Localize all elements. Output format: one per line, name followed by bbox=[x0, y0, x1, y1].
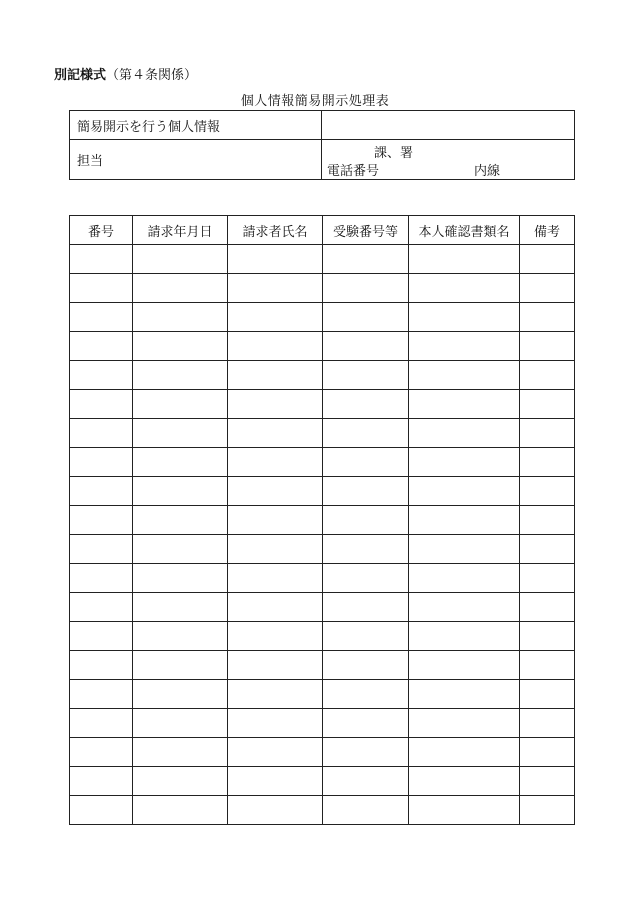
requester-name-cell[interactable] bbox=[228, 767, 323, 796]
remarks-cell[interactable] bbox=[520, 419, 575, 448]
exam-number-cell[interactable] bbox=[323, 419, 409, 448]
table-row bbox=[70, 535, 575, 564]
id-document-cell[interactable] bbox=[409, 506, 520, 535]
info-value-cell[interactable] bbox=[322, 111, 575, 140]
request-date-cell[interactable] bbox=[133, 332, 228, 361]
number-cell[interactable] bbox=[70, 506, 133, 535]
request-date-cell[interactable] bbox=[133, 477, 228, 506]
table-row bbox=[70, 303, 575, 332]
number-cell[interactable] bbox=[70, 332, 133, 361]
id-document-cell[interactable] bbox=[409, 709, 520, 738]
id-document-cell[interactable] bbox=[409, 477, 520, 506]
request-date-cell[interactable] bbox=[133, 245, 228, 274]
exam-number-cell[interactable] bbox=[323, 274, 409, 303]
request-date-cell[interactable] bbox=[133, 767, 228, 796]
exam-number-cell[interactable] bbox=[323, 448, 409, 477]
exam-number-cell[interactable] bbox=[323, 506, 409, 535]
number-cell[interactable] bbox=[70, 274, 133, 303]
id-document-cell[interactable] bbox=[409, 448, 520, 477]
requester-name-cell[interactable] bbox=[228, 680, 323, 709]
remarks-cell[interactable] bbox=[520, 680, 575, 709]
dept-suffix-label: 課、署 bbox=[374, 146, 414, 161]
number-cell[interactable] bbox=[70, 361, 133, 390]
number-cell[interactable] bbox=[70, 738, 133, 767]
table-row bbox=[70, 738, 575, 767]
requester-name-cell[interactable] bbox=[228, 390, 323, 419]
request-date-cell[interactable] bbox=[133, 651, 228, 680]
table-row bbox=[70, 709, 575, 738]
request-date-cell[interactable] bbox=[133, 390, 228, 419]
requester-name-cell[interactable] bbox=[228, 506, 323, 535]
header-id-document: 本人確認書類名 bbox=[409, 216, 520, 245]
request-date-cell[interactable] bbox=[133, 448, 228, 477]
log-table bbox=[69, 215, 575, 825]
department-cell[interactable] bbox=[322, 140, 575, 180]
form-style-label: 別記様式 bbox=[54, 68, 107, 83]
exam-number-cell[interactable] bbox=[323, 564, 409, 593]
exam-number-cell[interactable] bbox=[323, 535, 409, 564]
remarks-cell[interactable] bbox=[520, 477, 575, 506]
info-table bbox=[69, 110, 575, 180]
exam-number-cell[interactable] bbox=[323, 593, 409, 622]
number-cell[interactable] bbox=[70, 709, 133, 738]
remarks-cell[interactable] bbox=[520, 274, 575, 303]
request-date-cell[interactable] bbox=[133, 274, 228, 303]
number-cell[interactable] bbox=[70, 245, 133, 274]
request-date-cell[interactable] bbox=[133, 680, 228, 709]
remarks-cell[interactable] bbox=[520, 332, 575, 361]
table-row bbox=[70, 419, 575, 448]
number-cell[interactable] bbox=[70, 477, 133, 506]
exam-number-cell[interactable] bbox=[323, 796, 409, 825]
form-heading bbox=[54, 64, 197, 83]
table-row bbox=[70, 622, 575, 651]
remarks-cell[interactable] bbox=[520, 796, 575, 825]
exam-number-cell[interactable] bbox=[323, 709, 409, 738]
requester-name-cell[interactable] bbox=[228, 796, 323, 825]
id-document-cell[interactable] bbox=[409, 245, 520, 274]
table-row bbox=[70, 593, 575, 622]
request-date-cell[interactable] bbox=[133, 419, 228, 448]
request-date-cell[interactable] bbox=[133, 303, 228, 332]
remarks-cell[interactable] bbox=[520, 593, 575, 622]
remarks-cell[interactable] bbox=[520, 564, 575, 593]
id-document-cell[interactable] bbox=[409, 593, 520, 622]
number-cell[interactable] bbox=[70, 390, 133, 419]
table-row bbox=[70, 361, 575, 390]
id-document-cell[interactable] bbox=[409, 767, 520, 796]
table-row bbox=[70, 506, 575, 535]
request-date-cell[interactable] bbox=[133, 535, 228, 564]
remarks-cell[interactable] bbox=[520, 709, 575, 738]
id-document-cell[interactable] bbox=[409, 332, 520, 361]
number-cell[interactable] bbox=[70, 419, 133, 448]
phone-label: 電話番号 bbox=[327, 164, 380, 179]
request-date-cell[interactable] bbox=[133, 796, 228, 825]
remarks-cell[interactable] bbox=[520, 506, 575, 535]
header-number: 番号 bbox=[70, 216, 133, 245]
requester-name-cell[interactable] bbox=[228, 738, 323, 767]
number-cell[interactable] bbox=[70, 622, 133, 651]
table-row bbox=[70, 274, 575, 303]
request-date-cell[interactable] bbox=[133, 506, 228, 535]
number-cell[interactable] bbox=[70, 796, 133, 825]
exam-number-cell[interactable] bbox=[323, 680, 409, 709]
number-cell[interactable] bbox=[70, 564, 133, 593]
table-row bbox=[70, 796, 575, 825]
log-header-row bbox=[70, 216, 575, 245]
exam-number-cell[interactable] bbox=[323, 477, 409, 506]
remarks-cell[interactable] bbox=[520, 767, 575, 796]
id-document-cell[interactable] bbox=[409, 390, 520, 419]
id-document-cell[interactable] bbox=[409, 622, 520, 651]
id-document-cell[interactable] bbox=[409, 651, 520, 680]
form-article-ref: （第４条関係） bbox=[106, 68, 198, 83]
exam-number-cell[interactable] bbox=[323, 332, 409, 361]
exam-number-cell[interactable] bbox=[323, 361, 409, 390]
requester-name-cell[interactable] bbox=[228, 564, 323, 593]
request-date-cell[interactable] bbox=[133, 738, 228, 767]
page-title: 個人情報簡易開示処理表 bbox=[240, 94, 390, 109]
number-cell[interactable] bbox=[70, 448, 133, 477]
info-label-cell: 簡易開示を行う個人情報 bbox=[70, 111, 322, 140]
table-row bbox=[70, 448, 575, 477]
person-label-cell: 担当 bbox=[70, 140, 322, 180]
exam-number-cell[interactable] bbox=[323, 767, 409, 796]
extension-label: 内線 bbox=[474, 164, 501, 179]
header-remarks: 備考 bbox=[520, 216, 575, 245]
remarks-cell[interactable] bbox=[520, 738, 575, 767]
number-cell[interactable] bbox=[70, 303, 133, 332]
requester-name-cell[interactable] bbox=[228, 245, 323, 274]
request-date-cell[interactable] bbox=[133, 709, 228, 738]
header-exam-number: 受験番号等 bbox=[323, 216, 409, 245]
exam-number-cell[interactable] bbox=[323, 303, 409, 332]
table-row bbox=[70, 245, 575, 274]
requester-name-cell[interactable] bbox=[228, 477, 323, 506]
number-cell[interactable] bbox=[70, 767, 133, 796]
number-cell[interactable] bbox=[70, 680, 133, 709]
requester-name-cell[interactable] bbox=[228, 448, 323, 477]
id-document-cell[interactable] bbox=[409, 419, 520, 448]
number-cell[interactable] bbox=[70, 535, 133, 564]
id-document-cell[interactable] bbox=[409, 303, 520, 332]
request-date-cell[interactable] bbox=[133, 361, 228, 390]
remarks-cell[interactable] bbox=[520, 303, 575, 332]
request-date-cell[interactable] bbox=[133, 564, 228, 593]
remarks-cell[interactable] bbox=[520, 361, 575, 390]
remarks-cell[interactable] bbox=[520, 622, 575, 651]
requester-name-cell[interactable] bbox=[228, 622, 323, 651]
request-date-cell[interactable] bbox=[133, 622, 228, 651]
requester-name-cell[interactable] bbox=[228, 361, 323, 390]
remarks-cell[interactable] bbox=[520, 535, 575, 564]
table-row bbox=[70, 390, 575, 419]
exam-number-cell[interactable] bbox=[323, 651, 409, 680]
exam-number-cell[interactable] bbox=[323, 245, 409, 274]
exam-number-cell[interactable] bbox=[323, 622, 409, 651]
remarks-cell[interactable] bbox=[520, 245, 575, 274]
requester-name-cell[interactable] bbox=[228, 593, 323, 622]
table-row bbox=[70, 564, 575, 593]
log-table-body bbox=[70, 245, 575, 825]
id-document-cell[interactable] bbox=[409, 680, 520, 709]
id-document-cell[interactable] bbox=[409, 535, 520, 564]
requester-name-cell[interactable] bbox=[228, 274, 323, 303]
requester-name-cell[interactable] bbox=[228, 651, 323, 680]
request-date-cell[interactable] bbox=[133, 593, 228, 622]
exam-number-cell[interactable] bbox=[323, 390, 409, 419]
table-row bbox=[70, 477, 575, 506]
table-row bbox=[70, 767, 575, 796]
requester-name-cell[interactable] bbox=[228, 709, 323, 738]
number-cell[interactable] bbox=[70, 651, 133, 680]
requester-name-cell[interactable] bbox=[228, 303, 323, 332]
table-row bbox=[70, 680, 575, 709]
id-document-cell[interactable] bbox=[409, 274, 520, 303]
id-document-cell[interactable] bbox=[409, 361, 520, 390]
header-requester-name: 請求者氏名 bbox=[228, 216, 323, 245]
requester-name-cell[interactable] bbox=[228, 419, 323, 448]
requester-name-cell[interactable] bbox=[228, 332, 323, 361]
table-row bbox=[70, 651, 575, 680]
remarks-cell[interactable] bbox=[520, 390, 575, 419]
id-document-cell[interactable] bbox=[409, 738, 520, 767]
header-request-date: 請求年月日 bbox=[133, 216, 228, 245]
id-document-cell[interactable] bbox=[409, 796, 520, 825]
number-cell[interactable] bbox=[70, 593, 133, 622]
requester-name-cell[interactable] bbox=[228, 535, 323, 564]
remarks-cell[interactable] bbox=[520, 448, 575, 477]
remarks-cell[interactable] bbox=[520, 651, 575, 680]
table-row bbox=[70, 332, 575, 361]
exam-number-cell[interactable] bbox=[323, 738, 409, 767]
id-document-cell[interactable] bbox=[409, 564, 520, 593]
